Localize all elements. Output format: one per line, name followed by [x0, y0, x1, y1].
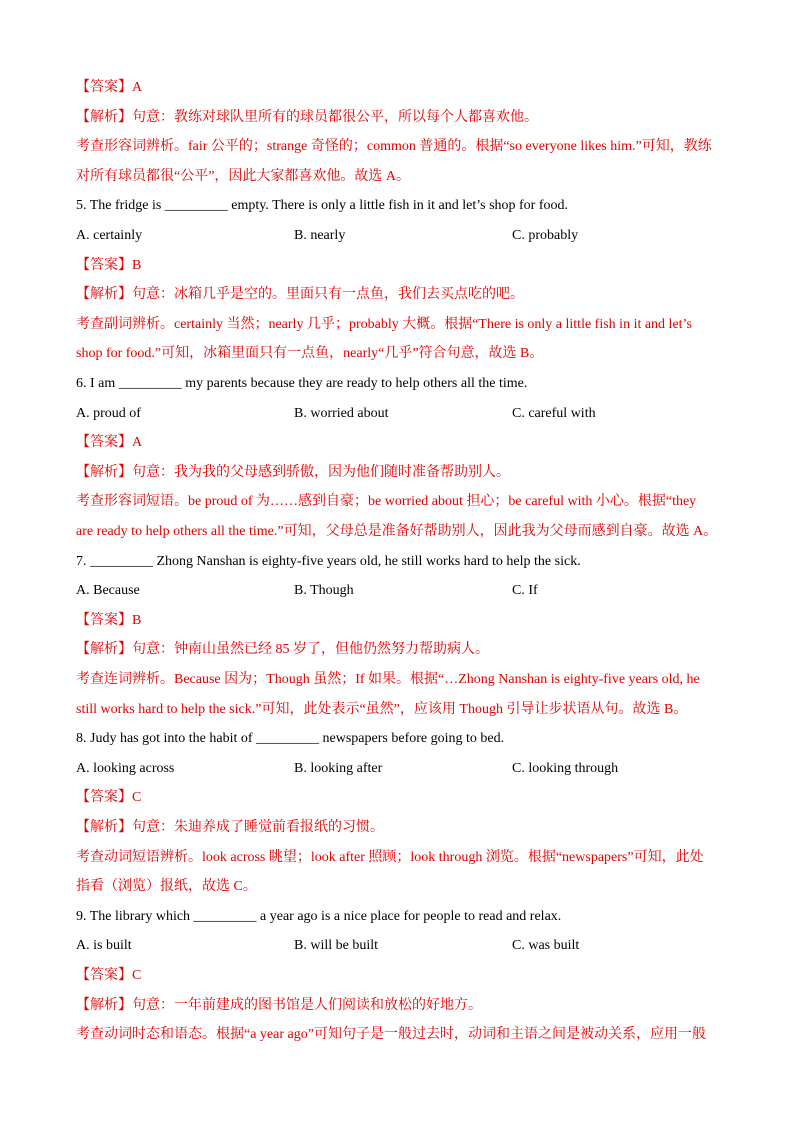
- explanation-line: 考查连词辨析。Because 因为；Though 虽然；If 如果。根据“…Zhong Nanshan is eighty-five years old, he: [76, 672, 700, 687]
- explanation-line: 指看（浏览）报纸，故选 C。: [76, 879, 257, 894]
- analysis-line: 【解析】句意：教练对球队里所有的球员都很公平，所以每个人都喜欢他。: [76, 110, 538, 125]
- answer-line: 【答案】C: [76, 968, 142, 983]
- answer-options: [76, 404, 726, 424]
- explanation-line: shop for food.”可知，冰箱里面只有一点鱼，nearly“几乎”符合句意，故选 B。: [76, 346, 544, 361]
- explanation-line: are ready to help others all the time.”可知，父母总是准备好帮助别人，因此我为父母而感到自豪。故选 A。: [76, 524, 718, 539]
- answer-options: [76, 759, 726, 779]
- option-b: B. worried about: [294, 406, 389, 421]
- option-a: A. certainly: [76, 228, 143, 243]
- question-line: 9. The library which _________ a year ago is a nice place for people to read and relax.: [76, 909, 562, 924]
- option-b: B. Though: [294, 583, 354, 598]
- explanation-line: 考查形容词短语。be proud of 为……感到自豪；be worried about 担心；be careful with 小心。根据“they: [76, 494, 697, 509]
- answer-line: 【答案】A: [76, 80, 143, 95]
- answer-line: 【答案】B: [76, 258, 142, 273]
- analysis-line: 【解析】句意：朱迪养成了睡觉前看报纸的习惯。: [76, 820, 384, 835]
- option-a: A. Because: [76, 583, 140, 598]
- explanation-line: 对所有球员都很“公平”，因此大家都喜欢他。故选 A。: [76, 169, 411, 184]
- analysis-line: 【解析】句意：我为我的父母感到骄傲，因为他们随时准备帮助别人。: [76, 465, 510, 480]
- answer-options: [76, 581, 726, 601]
- option-c: C. probably: [512, 228, 579, 243]
- option-c: C. was built: [512, 938, 580, 953]
- explanation-line: 考查动词短语辨析。look across 眺望；look after 照顾；look through 浏览。根据“newspapers”可知，此处: [76, 850, 704, 865]
- explanation-line: 考查动词时态和语态。根据“a year ago”可知句子是一般过去时，动词和主语之间是被动关系，应用一般: [76, 1027, 706, 1042]
- answer-options: [76, 226, 726, 246]
- question-line: 8. Judy has got into the habit of _________ newspapers before going to bed.: [76, 731, 505, 746]
- analysis-line: 【解析】句意：钟南山虽然已经 85 岁了，但他仍然努力帮助病人。: [76, 642, 489, 657]
- option-c: C. looking through: [512, 761, 619, 776]
- option-a: A. is built: [76, 938, 132, 953]
- analysis-line: 【解析】句意：一年前建成的图书馆是人们阅读和放松的好地方。: [76, 998, 482, 1013]
- answer-line: 【答案】C: [76, 790, 142, 805]
- answer-options: [76, 936, 726, 956]
- option-a: A. proud of: [76, 406, 141, 421]
- question-line: 5. The fridge is _________ empty. There is only a little fish in it and let’s shop for food.: [76, 198, 569, 213]
- option-c: C. careful with: [512, 406, 596, 421]
- analysis-line: 【解析】句意：冰箱几乎是空的。里面只有一点鱼，我们去买点吃的吧。: [76, 287, 524, 302]
- option-b: B. nearly: [294, 228, 346, 243]
- question-line: 7. _________ Zhong Nanshan is eighty-five years old, he still works hard to help the sick.: [76, 554, 581, 569]
- answer-line: 【答案】A: [76, 435, 143, 450]
- explanation-line: 考查副词辨析。certainly 当然；nearly 几乎；probably 大概。根据“There is only a little fish in it and let’s: [76, 317, 692, 332]
- option-c: C. If: [512, 583, 538, 598]
- explanation-line: still works hard to help the sick.”可知，此处表示“虽然”，应该用 Though 引导让步状语从句。故选 B。: [76, 702, 688, 717]
- question-line: 6. I am _________ my parents because they are ready to help others all the time.: [76, 376, 528, 391]
- answer-line: 【答案】B: [76, 613, 142, 628]
- option-b: B. will be built: [294, 938, 378, 953]
- option-a: A. looking across: [76, 761, 175, 776]
- option-b: B. looking after: [294, 761, 383, 776]
- explanation-line: 考查形容词辨析。fair 公平的；strange 奇怪的；common 普通的。根据“so everyone likes him.”可知，教练: [76, 139, 712, 154]
